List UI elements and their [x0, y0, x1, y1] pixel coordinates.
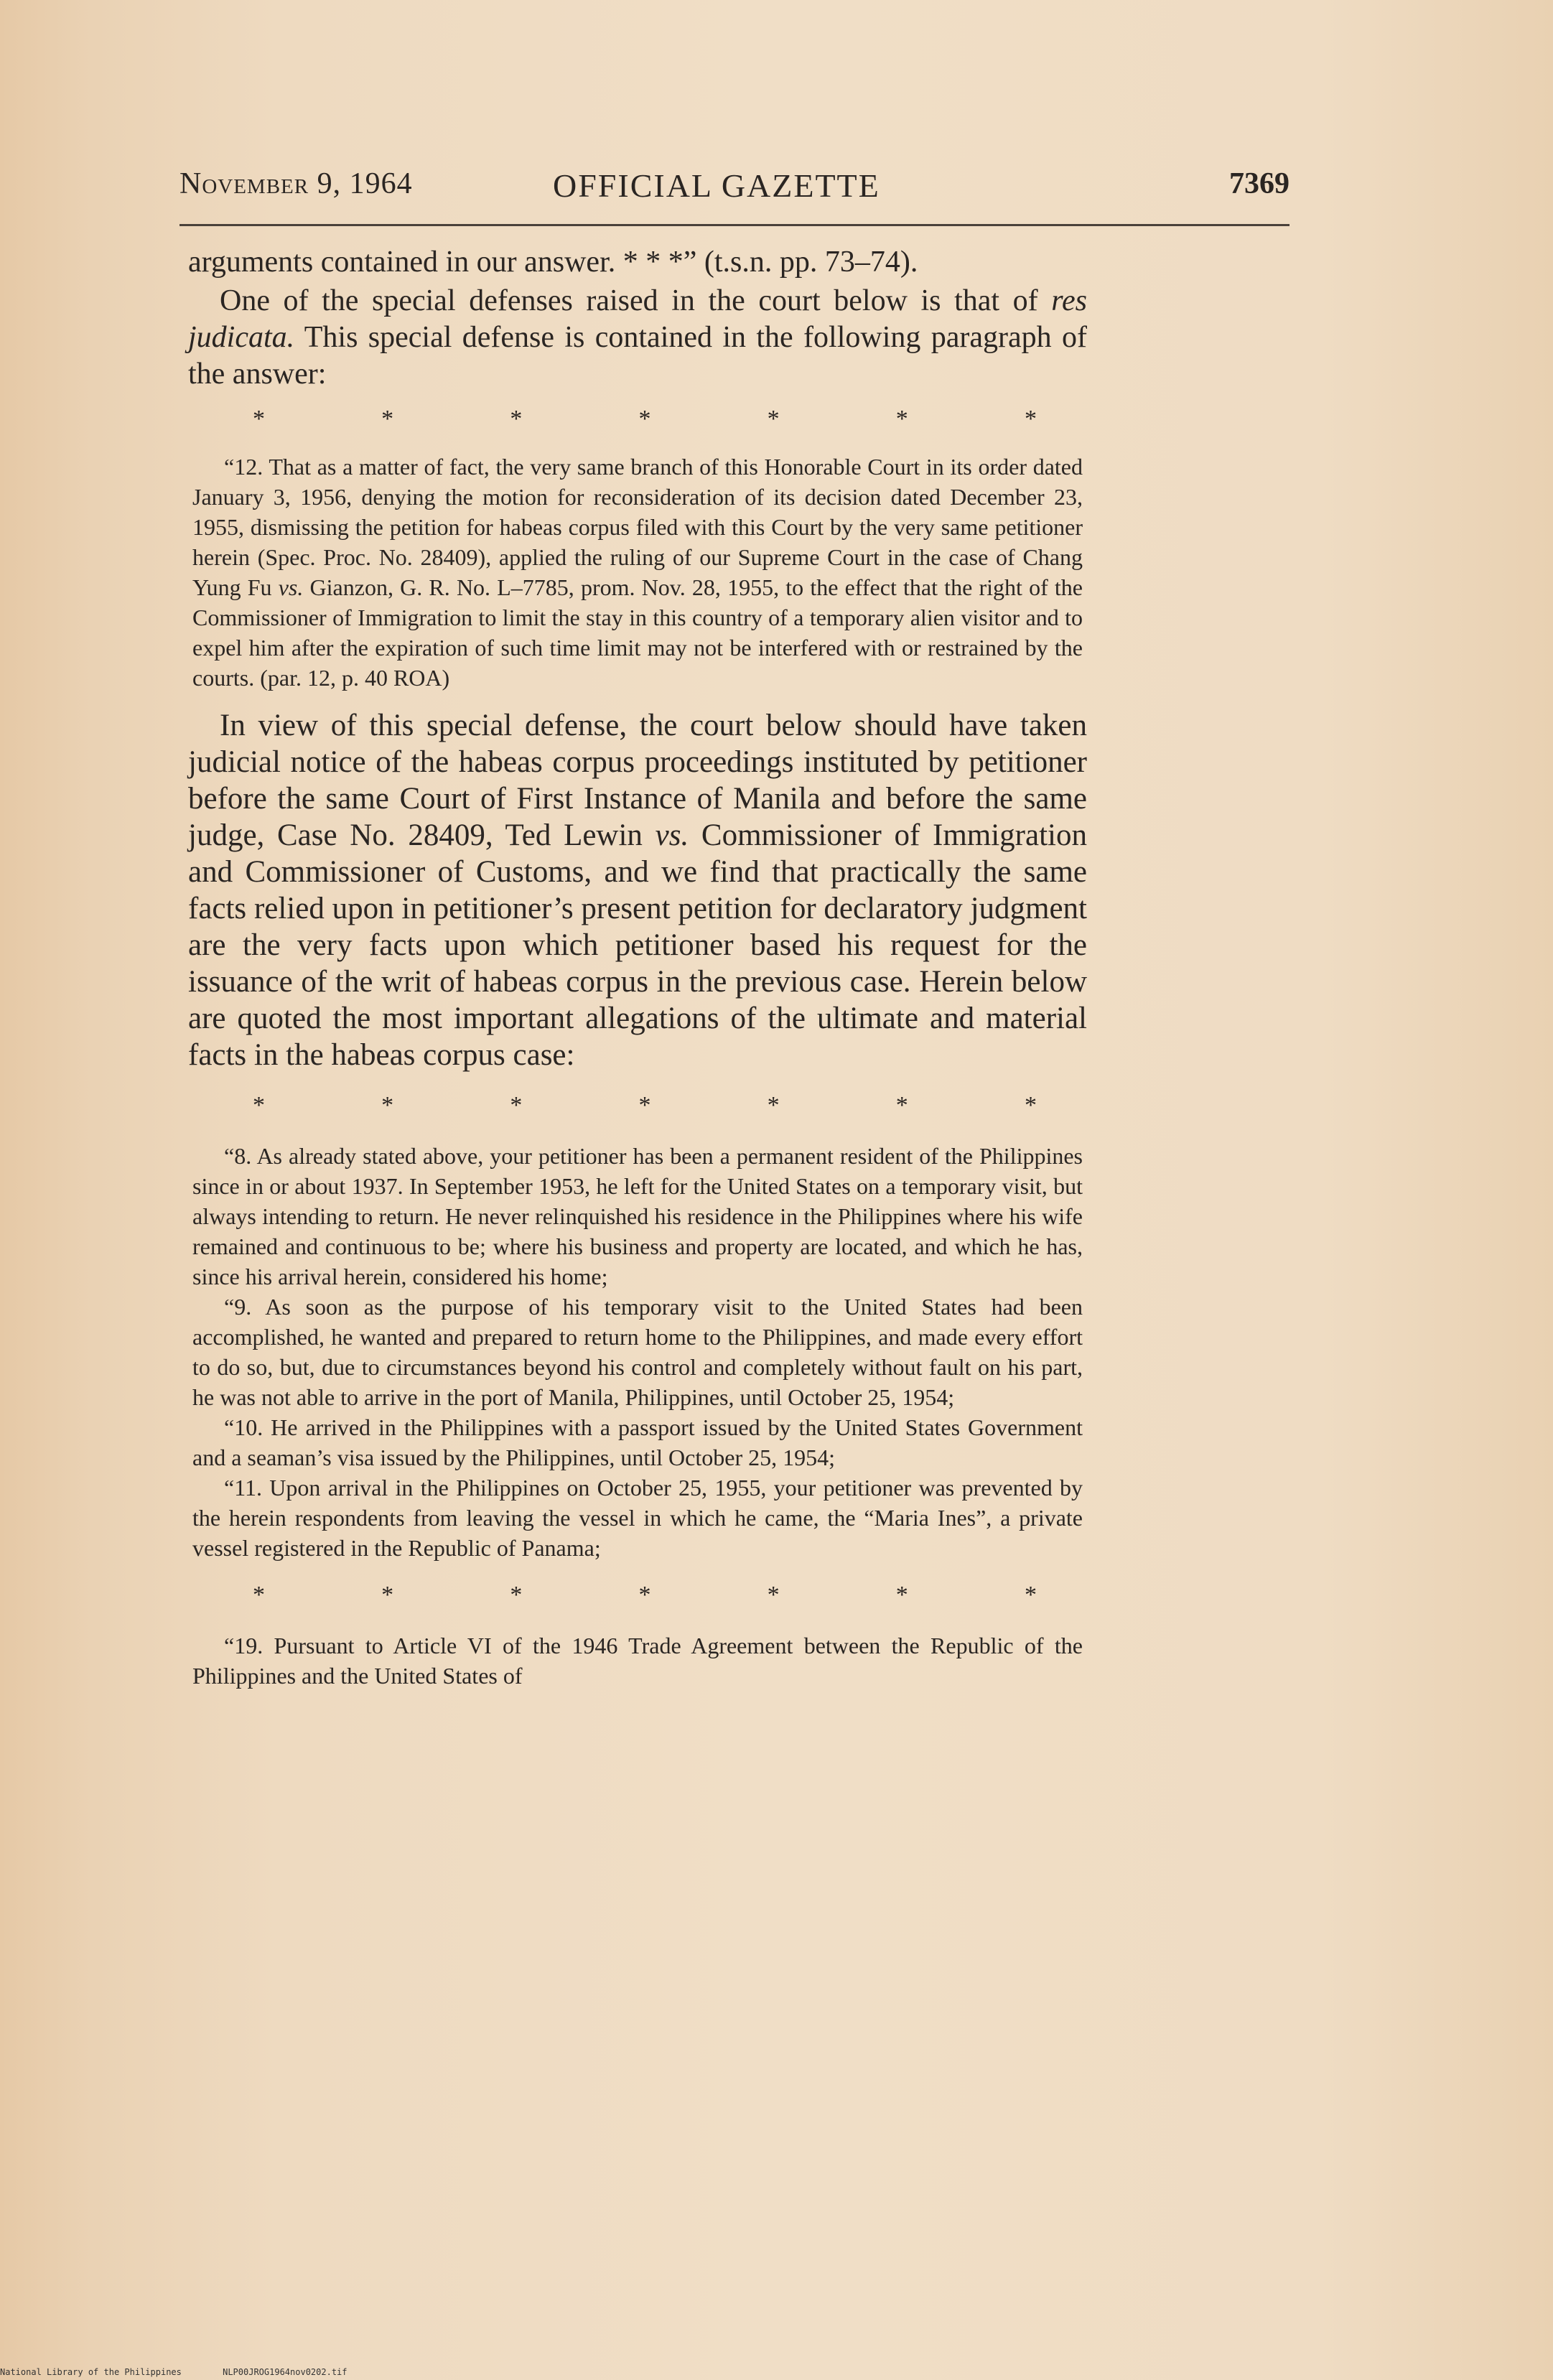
italic-term: vs.: [655, 818, 689, 852]
text-segment: One of the special defenses raised in the court below is that of: [220, 284, 1052, 317]
italic-term: vs.: [278, 574, 304, 600]
ellipsis-stars: [188, 1092, 1087, 1119]
star: *: [510, 1582, 523, 1608]
text-segment: Commissioner of Immigration and Commissioner of Customs, and we find that practically the same facts relied upon in petitioner’s present petition for declaratory judgment are the very facts upon which petitioner based his request for the issuance of the writ of habeas corpus in the previous case. Herein below are quoted the most important allegations of the ultimate and material facts in the habeas corpus case:: [188, 818, 1087, 1072]
star: *: [381, 406, 394, 432]
star: *: [253, 406, 265, 432]
ellipsis-stars: [188, 1582, 1087, 1609]
text-segment: “12. That as a matter of fact, the very same branch of this Honorable Court in its order dated January 3, 1956, denying the motion for reconsideration of its decision dated December 23, 1955, dismissing the petition for habeas corpus filed with this Court by the very same petitioner herein (Spec. Proc. No. 28409), applied the ruling of our Supreme Court in the case of Chang Yung Fu: [192, 454, 1083, 600]
star: *: [1024, 1582, 1037, 1608]
star: *: [767, 1092, 780, 1119]
text-segment: This special defense is contained in the following paragraph of the answer:: [188, 321, 1087, 391]
star: *: [253, 1582, 265, 1608]
page-number: 7369: [1229, 167, 1289, 200]
ellipsis-stars: [188, 406, 1087, 433]
star: *: [895, 406, 908, 432]
italic-term: res judicata.: [188, 284, 1087, 354]
footer-library: National Library of the Philippines: [0, 2367, 182, 2377]
quoted-paragraph-9: “9. As soon as the purpose of his temporary visit to the United States had been accomplished, he wanted and prepared to return home to the Philippines, and made every effort to do so, but, due to circumstances beyond his control and completely without fault on his part, he was not able to arrive in the port of Manila, Philippines, until October 25, 1954;: [192, 1294, 1083, 1410]
star: *: [381, 1092, 394, 1119]
page-body: [188, 244, 1087, 1691]
scan-footer: [0, 2367, 383, 2377]
quoted-paragraph-19: “19. Pursuant to Article VI of the 1946 Trade Agreement between the Republic of the Philippines and the United States of: [192, 1633, 1083, 1689]
star: *: [767, 406, 780, 432]
paragraph-judicial-notice: [188, 707, 1087, 1073]
star: *: [895, 1092, 908, 1119]
star: *: [381, 1582, 394, 1608]
header-date: November 9, 1964: [179, 167, 413, 200]
page-header: [179, 167, 1289, 210]
quoted-paragraph-8: “8. As already stated above, your petitioner has been a permanent resident of the Philippines since in or about 1937. In September 1953, he left for the United States on a temporary visit, but always intending to return. He never relinquished his residence in the Philippines where his wife remained and continuous to be; where his business and property are located, and which he has, since his arrival herein, considered his home;: [192, 1143, 1083, 1289]
star: *: [1024, 406, 1037, 432]
text-segment: In view of this special defense, the court below should have taken judicial notice of the habeas corpus proceedings instituted by petitioner before the same Court of First Instance of Manila and before the same judge, Case No. 28409, Ted Lewin: [188, 709, 1087, 852]
text-segment: Gianzon, G. R. No. L–7785, prom. Nov. 28, 1955, to the effect that the right of the Commissioner of Immigration to limit the stay in this country of a temporary alien visitor and to expel him after the expiration of such time limit may not be interfered with or restrained by the courts. (par. 12, p. 40 ROA): [192, 574, 1083, 691]
header-rule: [179, 224, 1289, 226]
header-publication: OFFICIAL GAZETTE: [553, 167, 880, 204]
star: *: [638, 1092, 651, 1119]
quoted-paragraph-12: [188, 452, 1087, 693]
star: *: [638, 406, 651, 432]
quoted-paragraph-11: “11. Upon arrival in the Philippines on October 25, 1955, your petitioner was prevented by the herein respondents from leaving the vessel in which he came, the “Maria Ines”, a private vessel registered in the Republic of Panama;: [192, 1475, 1083, 1561]
star: *: [510, 1092, 523, 1119]
star: *: [767, 1582, 780, 1608]
footer-filename: NLP00JROG1964nov0202.tif: [223, 2367, 348, 2377]
paragraph-continuation: arguments contained in our answer. * * *” (t.s.n. pp. 73–74).: [188, 246, 918, 279]
star: *: [1024, 1092, 1037, 1119]
star: *: [638, 1582, 651, 1608]
star: *: [253, 1092, 265, 1119]
star: *: [510, 406, 523, 432]
paragraph-res-judicata: [188, 283, 1087, 393]
quoted-paragraph-10: “10. He arrived in the Philippines with a passport issued by the United States Government and a seaman’s visa issued by the Philippines, until October 25, 1954;: [192, 1414, 1083, 1470]
star: *: [895, 1582, 908, 1608]
